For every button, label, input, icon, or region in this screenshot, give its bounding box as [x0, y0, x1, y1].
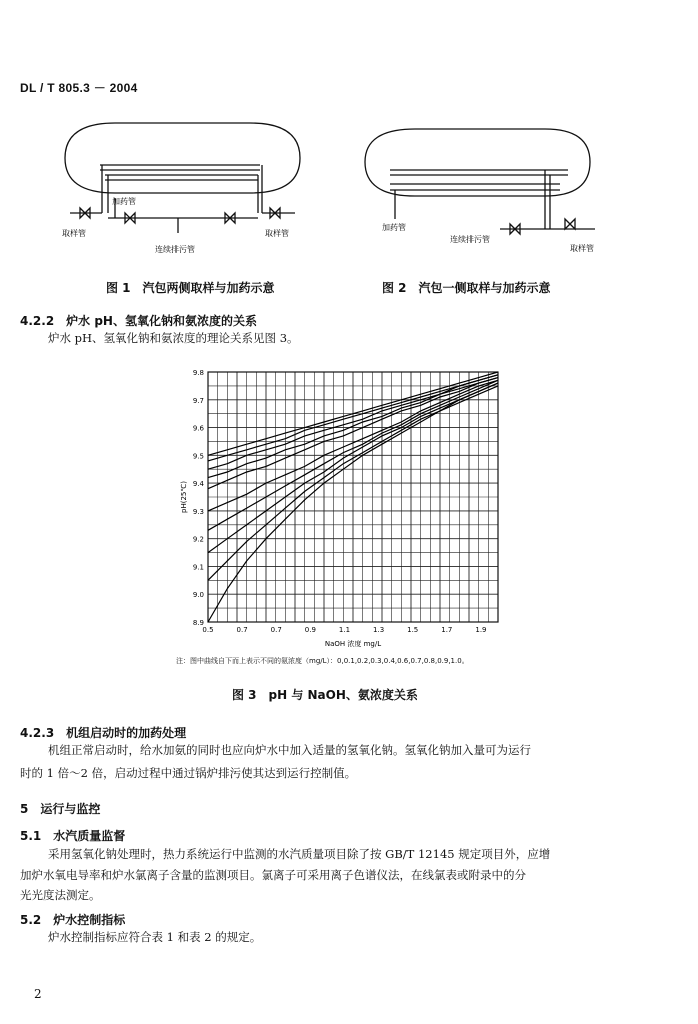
fig1-sample-left-label: 取样管 — [62, 229, 86, 238]
y-tick-label: 9.2 — [192, 535, 204, 544]
figure2-caption: 图 2 汽包一侧取样与加药示意 — [382, 281, 551, 295]
x-tick-label: 1.5 — [407, 626, 419, 634]
y-tick-label: 9.4 — [192, 480, 204, 489]
y-tick-label: 9.0 — [192, 591, 204, 600]
section-5-2-body: 炉水控制指标应符合表 1 和表 2 的规定。 — [48, 930, 262, 944]
y-tick-label: 9.6 — [192, 424, 204, 433]
fig1-sample-right-label: 取样管 — [265, 229, 289, 238]
drum-outline — [365, 129, 590, 196]
section-4-2-2-title: 4.2.2 炉水 pH、氢氧化钠和氨浓度的关系 — [20, 314, 257, 328]
section-5-title: 5 运行与监控 — [20, 802, 101, 816]
y-axis-label: pH(25℃) — [180, 481, 188, 513]
x-tick-label: 1.9 — [475, 626, 487, 634]
y-tick-label: 9.7 — [192, 396, 204, 405]
x-tick-label: 0.7 — [236, 626, 248, 634]
section-5-2-title: 5.2 炉水控制指标 — [20, 913, 126, 927]
figure1-diagram — [60, 118, 310, 258]
figure1-caption: 图 1 汽包两侧取样与加药示意 — [106, 281, 275, 295]
x-tick-label: 1.1 — [338, 626, 351, 634]
figure3-caption: 图 3 pH 与 NaOH、氨浓度关系 — [232, 688, 418, 702]
page-number: 2 — [34, 987, 42, 1001]
y-tick-label: 9.5 — [192, 452, 204, 461]
figure3-chart — [168, 360, 508, 655]
section-5-1-line3: 光光度法测定。 — [20, 888, 101, 902]
section-4-2-3-line1: 机组正常启动时，给水加氨的同时也应向炉水中加入适量的氢氧化钠。氢氧化钠加入量可为运行 — [48, 743, 531, 757]
y-tick-label: 8.9 — [192, 619, 204, 627]
valve-icon — [565, 219, 575, 229]
y-tick-label: 9.8 — [192, 369, 204, 377]
section-4-2-3-line2: 时的 1 倍～2 倍，启动过程中通过锅炉排污使其达到运行控制值。 — [20, 766, 357, 780]
section-5-1-title: 5.1 水汽质量监督 — [20, 829, 126, 843]
section-5-1-line2: 加炉水氧电导率和炉水氯离子含量的监测项目。氯离子可采用离子色谱仪法，在线氯表或附录中的分 — [20, 868, 526, 882]
fig1-dosing-label: 加药管 — [112, 197, 136, 206]
x-tick-label: 0.7 — [270, 626, 282, 634]
x-axis-label: NaOH 浓度 mg/L — [324, 640, 382, 648]
drum-outline — [65, 123, 300, 193]
document-code: DL / T 805.3 － 2004 — [20, 81, 138, 95]
fig1-blowdown-label: 连续排污管 — [155, 245, 195, 254]
fig2-sample-label: 取样管 — [570, 244, 594, 253]
section-4-2-3-title: 4.2.3 机组启动时的加药处理 — [20, 726, 187, 740]
fig2-blowdown-label: 连续排污管 — [450, 235, 490, 244]
fig2-dosing-label: 加药管 — [382, 223, 406, 232]
x-tick-label: 1.3 — [373, 626, 385, 634]
x-tick-label: 1.7 — [441, 626, 453, 634]
section-5-1-line1: 采用氢氧化钠处理时，热力系统运行中监测的水汽质量项目除了按 GB/T 12145 规定项目外，应增 — [48, 847, 551, 861]
x-tick-label: 0.5 — [202, 626, 214, 634]
figure2-diagram — [360, 124, 610, 259]
x-tick-label: 0.9 — [304, 626, 316, 634]
y-tick-label: 9.3 — [192, 507, 204, 516]
section-4-2-2-body: 炉水 pH、氢氧化钠和氨浓度的理论关系见图 3。 — [48, 331, 299, 345]
y-tick-label: 9.1 — [192, 563, 204, 572]
chart-grid — [208, 372, 498, 622]
figure3-note: 注：图中曲线自下而上表示不同的氨浓度（mg/L）：0,0.1,0.2,0.3,0.4,0.6,0.7,0.8,0.9,1.0。 — [176, 657, 469, 665]
